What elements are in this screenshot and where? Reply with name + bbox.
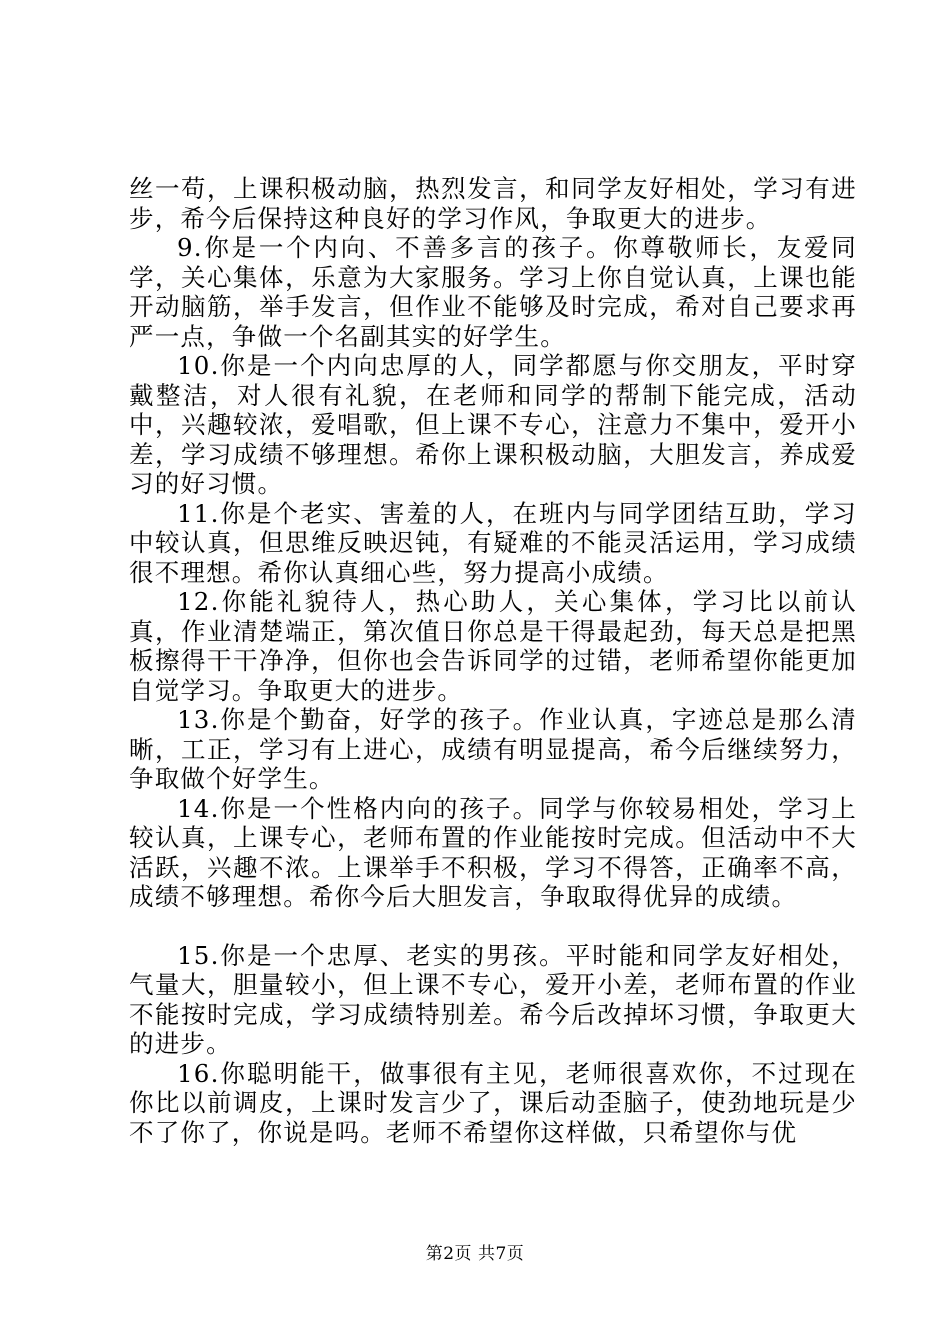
comment-item-10: 10.你是一个内向忠厚的人，同学都愿与你交朋友，平时穿戴整洁，对人很有礼貌，在老师和同学的帮制下能完成，活动中，兴趣较浓，爱唱歌，但上课不专心，注意力不集中，爱开小差，学习成绩不够理想。希你上课积极动脑，大胆发言，养成爱习的好习惯。 <box>129 351 857 498</box>
comment-item-9: 9.你是一个内向、不善多言的孩子。你尊敬师长，友爱同学，关心集体，乐意为大家服务。学习上你自觉认真，上课也能开动脑筋，举手发言，但作业不能够及时完成，希对自己要求再严一点，争做一个名副其实的好学生。 <box>129 233 857 351</box>
comment-item-16: 16.你聪明能干，做事很有主见，老师很喜欢你，不过现在你比以前调皮，上课时发言少了，课后动歪脑子，使劲地玩是少不了你了，你说是吗。老师不希望你这样做，只希望你与优 <box>129 1058 857 1147</box>
document-body <box>129 174 857 1147</box>
page-number-footer: 第2页 共7页 <box>425 1244 525 1264</box>
comment-item-13: 13.你是个勤奋，好学的孩子。作业认真，字迹总是那么清晰，工正，学习有上进心，成绩有明显提高，希今后继续努力，争取做个好学生。 <box>129 705 857 793</box>
paragraph-continuation: 丝一苟，上课积极动脑，热烈发言，和同学友好相处，学习有进步，希今后保持这种良好的学习作风，争取更大的进步。 <box>129 174 857 233</box>
comment-item-11: 11.你是个老实、害羞的人，在班内与同学团结互助，学习中较认真，但思维反映迟钝，有疑难的不能灵活运用，学习成绩很不理想。希你认真细心些，努力提高小成绩。 <box>129 498 857 587</box>
comment-item-12: 12.你能礼貌待人，热心助人，关心集体，学习比以前认真，作业清楚端正，第次值日你总是干得最起劲，每天总是把黑板擦得干干净净，但你也会告诉同学的过错，老师希望你能更加自觉学习。争取更大的进步。 <box>129 587 857 705</box>
comment-item-15: 15.你是一个忠厚、老实的男孩。平时能和同学友好相处，气量大，胆量较小，但上课不专心，爱开小差，老师布置的作业不能按时完成，学习成绩特别差。希今后改掉坏习惯，争取更大的进步。 <box>129 940 857 1058</box>
comment-item-14: 14.你是一个性格内向的孩子。同学与你较易相处，学习上较认真，上课专心，老师布置的作业能按时完成。但活动中不大活跃，兴趣不浓。上课举手不积极，学习不得答，正确率不高，成绩不够理想。希你今后大胆发言，争取取得优异的成绩。 <box>129 793 857 911</box>
